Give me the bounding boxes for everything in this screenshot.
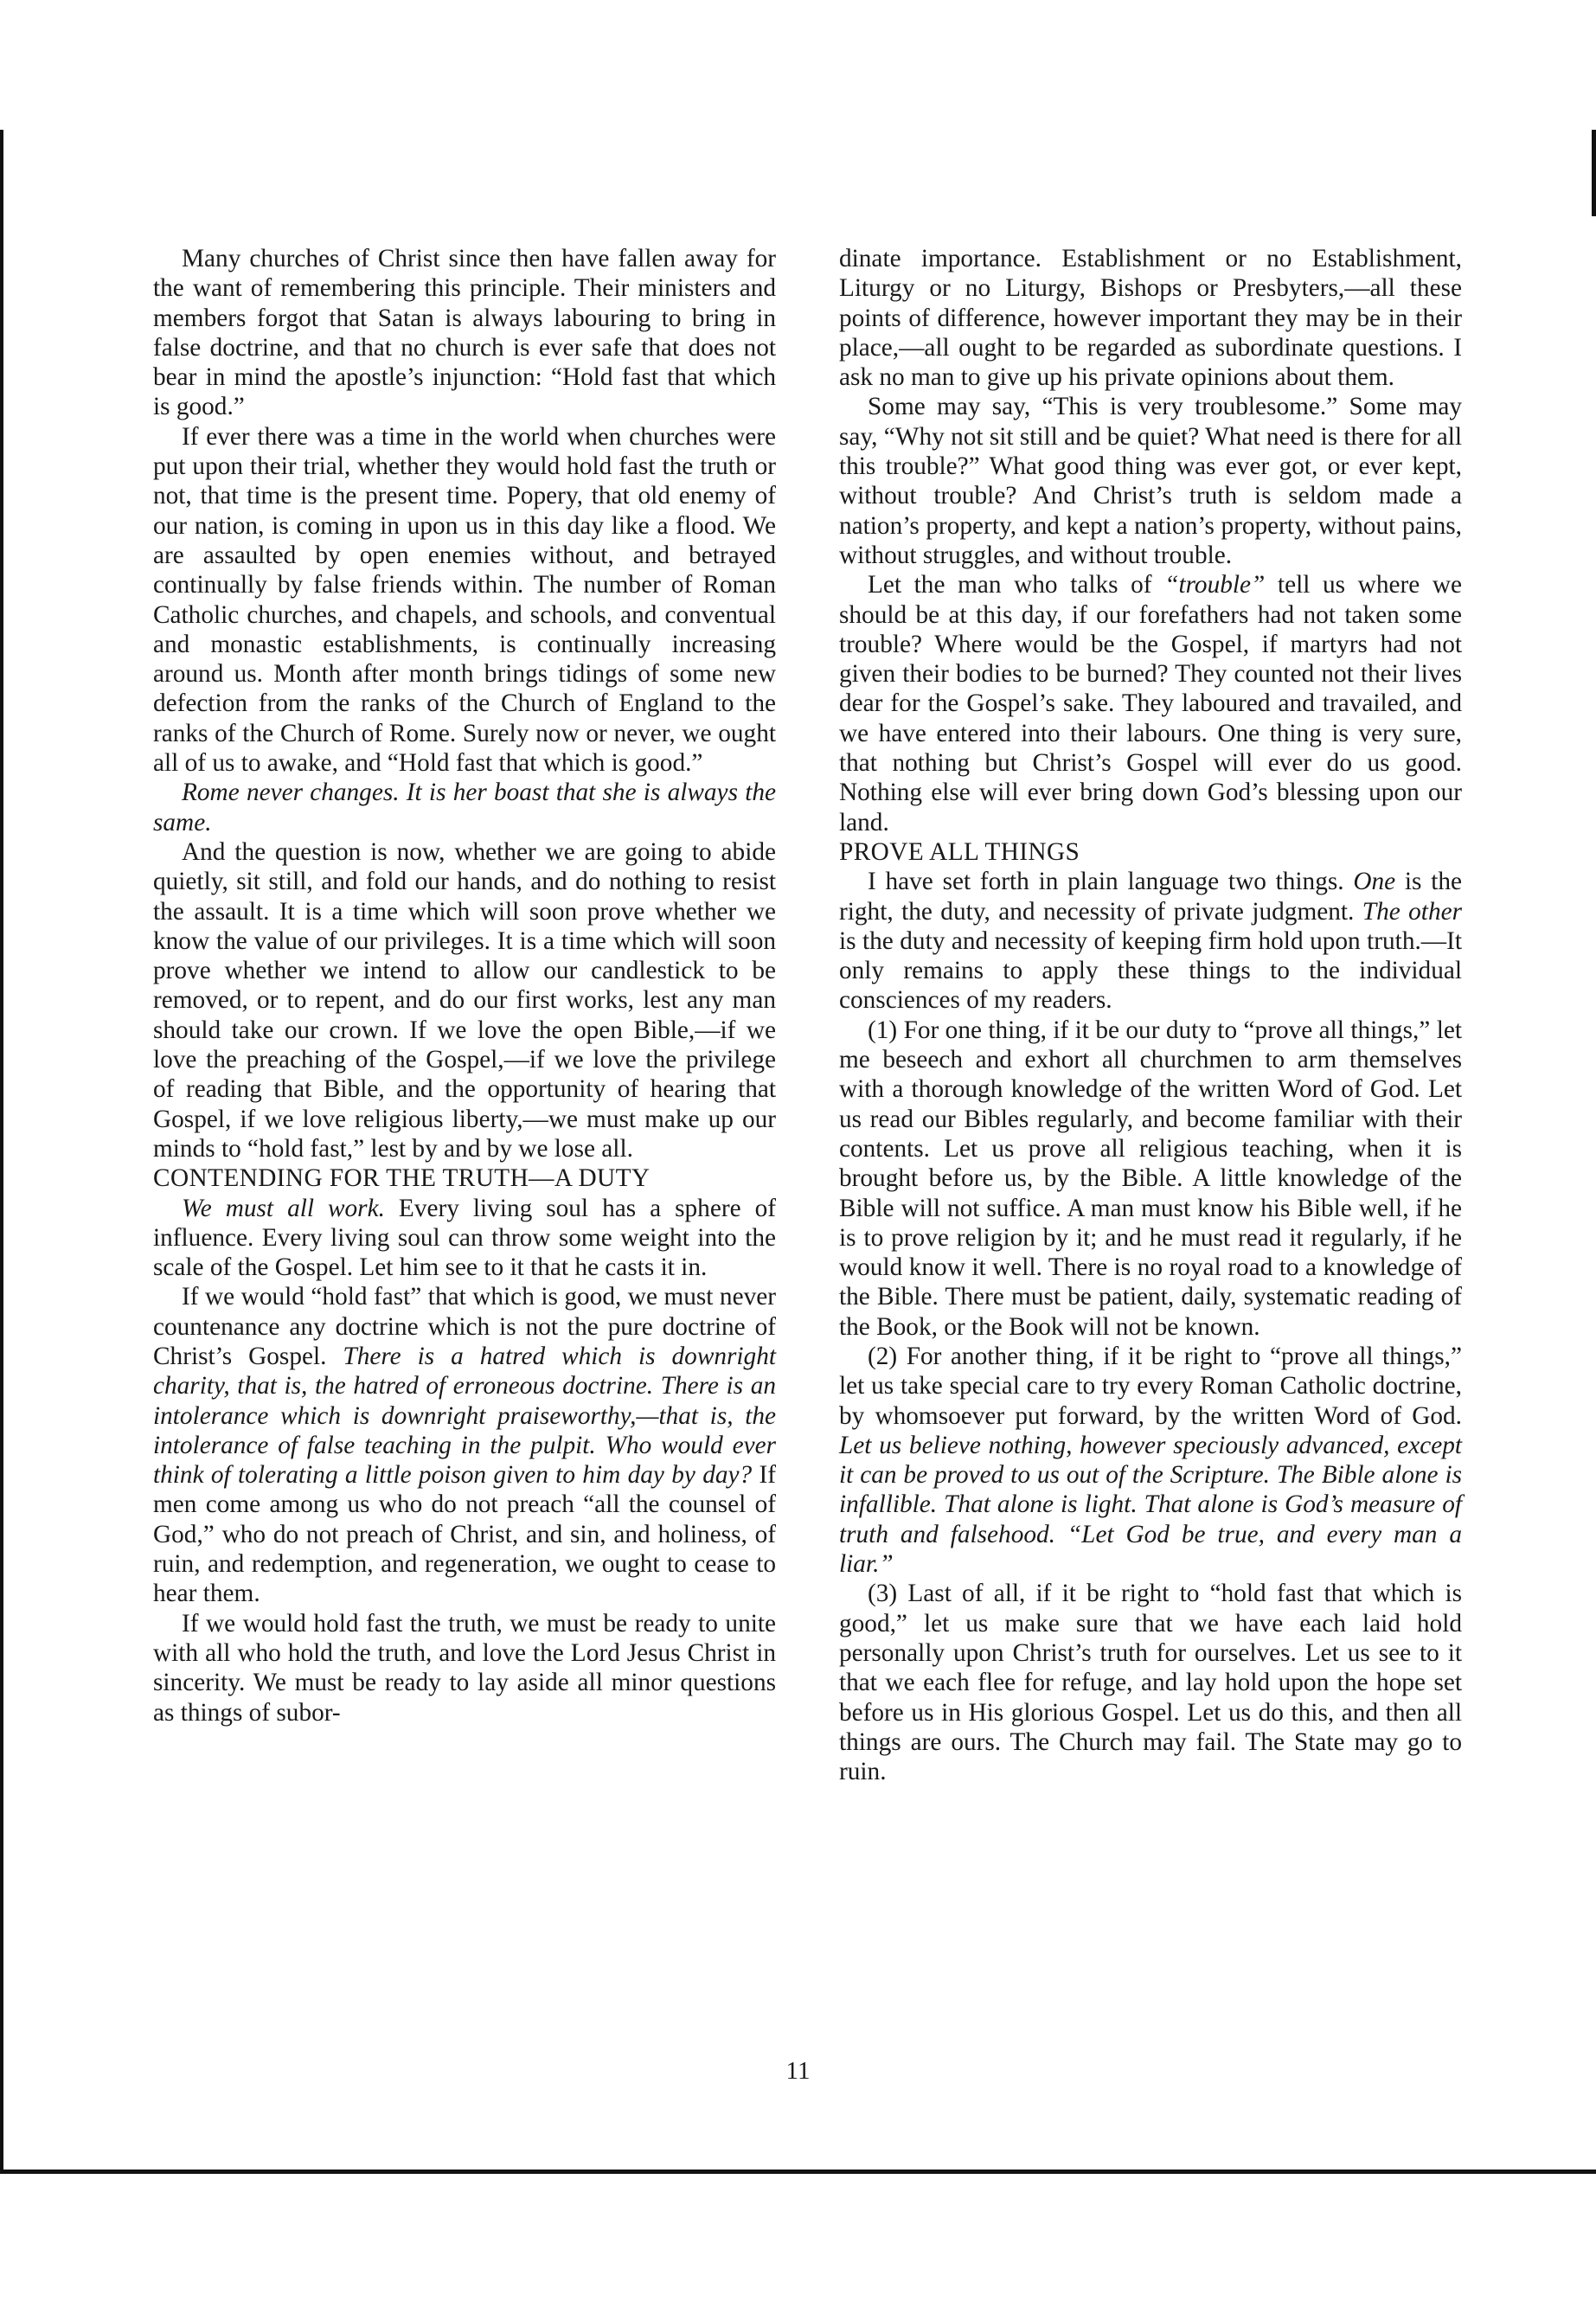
left-column (153, 244, 776, 1727)
italic-text: One (1353, 868, 1396, 896)
paragraph (153, 1282, 776, 1608)
italic-text: We must all work. (182, 1194, 385, 1222)
paragraph: If we would hold fast the truth, we must be ready to unite with all who hold the truth, and love the Lord Jesus Christ in sincerity. We must be ready to lay aside all minor questions as things of subor- (153, 1609, 776, 1727)
text: is the right, the duty, and necessity of private judgment. (839, 868, 1462, 926)
scan-edge-right (1592, 130, 1596, 216)
text: tell us where we should be at this day, if our forefathers had not taken some trouble? Where would be the Gospel, if martyrs had not given their bodies to be burned? They counted not their lives dear for the Gospel’s sake. They laboured and travailed, and we have entered into their labours. One thing is very sure, that nothing but Christ’s Gospel will ever do us good. Nothing else will ever bring down God’s blessing upon our land. (839, 571, 1463, 836)
italic-text: Let us believe nothing, however speciously advanced, except it can be proved to us out of the Scripture. The Bible alone is infallible. That alone is light. That alone is God’s measure of truth and falsehood. “Let God be true, and every man a liar.” (839, 1431, 1462, 1579)
text: Every living soul has a sphere of influence. Every living soul can throw some weight into the scale of the Gospel. Let him see to it that he casts it in. (153, 1194, 776, 1282)
italic-text: Rome never changes. It is her boast that she is always the same. (153, 779, 776, 836)
paragraph-italic (153, 778, 776, 837)
italic-text: “trouble” (1164, 571, 1266, 599)
scan-edge-bottom (0, 2170, 1596, 2174)
paragraph-continued: dinate importance. Establishment or no Establishment, Liturgy or no Liturgy, Bishops or Presbyters,—all these points of difference, however important they may be in their place,—all ought to be regarded as subordinate questions. I ask no man to give up his private opinions about them. (839, 245, 1462, 392)
paragraph: If ever there was a time in the world when churches were put upon their trial, whether they would hold fast the truth or not, that time is the present time. Popery, that old enemy of our nation, is coming in upon us in this day like a flood. We are assaulted by open enemies without, and betrayed continually by false friends within. The number of Roman Catholic churches, and chapels, and schools, and conventual and monastic establishments, is continually increasing around us. Month after month brings tidings of some new defection from the ranks of the Church of England to the ranks of the Church of Rome. Surely now or never, we ought all of us to awake, and “Hold fast that which is good.” (153, 422, 776, 778)
paragraph: (3) Last of all, if it be right to “hold fast that which is good,” let us make sure that we have each laid hold personally upon Christ’s truth for ourselves. Let us see to it that we each flee for refuge, and lay hold upon the hope set before us in His glorious Gospel. Let us do this, and then all things are ours. The Church may fail. The State may go to ruin. (839, 1580, 1462, 1786)
italic-text: There is a hatred which is downright charity, that is, the hatred of erroneous doctrine. There is an intolerance which is downright praiseworthy,—that is, the intolerance of false teaching in the pulpit. Who would ever think of tolerating a little poison given to him day by day? (153, 1342, 776, 1490)
section-heading-prove: PROVE ALL THINGS (839, 837, 1080, 866)
paragraph (839, 1342, 1462, 1579)
text: I have set forth in plain language two things. (868, 868, 1354, 896)
right-column (839, 244, 1462, 1786)
text: If men come among us who do not preach “all the counsel of God,” who do not preach of Christ, and sin, and holiness, of ruin, and redemption, and regeneration, we ought to cease to hear them. (153, 1461, 776, 1608)
text: If we would “hold fast” that which is good, we must never countenance any doctrine which is not the pure doctrine of Christ’s Gospel. (153, 1283, 776, 1370)
section-heading-contending: CONTENDING FOR THE TRUTH—A DUTY (153, 1164, 651, 1193)
paragraph (839, 570, 1462, 837)
text: is the duty and necessity of keeping firm hold upon truth.—It only remains to apply these things to the individual consciences of my readers. (839, 926, 1462, 1015)
scan-edge-left (0, 130, 3, 2171)
paragraph: Many churches of Christ since then have fallen away for the want of remembering this principle. Their ministers and members forgot that Satan is always labouring to bring in false doctrine, and that no church is ever safe that does not bear in mind the apostle’s injunction: “Hold fast that which is good.” (153, 245, 776, 421)
paragraph: Some may say, “This is very troublesome.” Some may say, “Why not sit still and be quiet? What need is there for all this trouble?” What good thing was ever got, or ever kept, without trouble? And Christ’s truth is seldom made a nation’s property, and kept a nation’s property, without pains, without struggles, and without trouble. (839, 393, 1463, 569)
paragraph: (1) For one thing, if it be our duty to “prove all things,” let me beseech and exhort all churchmen to arm themselves with a thorough knowledge of the written Word of God. Let us read our Bibles regularly, and become familiar with their contents. Let us prove all religious teaching, when it is brought before us, by the Bible. A little knowledge of the Bible will not suffice. A man must know his Bible well, if he is to prove religion by it; and he must read it regularly, if he would know it well. There is no royal road to a knowledge of the Bible. There must be patient, daily, systematic reading of the Book, or the Book will not be known. (839, 1016, 1462, 1341)
paragraph (839, 867, 1462, 1015)
text: Let the man who talks of (868, 571, 1165, 599)
paragraph: And the question is now, whether we are going to abide quietly, sit still, and fold our hands, and do nothing to resist the assault. It is a time which will soon prove whether we know the value of our privileges. It is a time which will soon prove whether we intend to allow our candlestick to be removed, or to repent, and do our first works, lest any man should take our crown. If we love the open Bible,—if we love the preaching of the Gospel,—if we love the privilege of reading that Bible, and the opportunity of hearing that Gospel, if we love religious liberty,—we must make up our minds to “hold fast,” lest by and by we lose all. (153, 837, 776, 1163)
italic-text: The other (1362, 897, 1462, 926)
text: (2) For another thing, if it be right to “prove all things,” let us take special care to try every Roman Catholic doctrine, by whomsoever put forward, by the written Word of God. (839, 1342, 1462, 1430)
page-number: 11 (785, 2057, 811, 2085)
paragraph (153, 1194, 776, 1283)
